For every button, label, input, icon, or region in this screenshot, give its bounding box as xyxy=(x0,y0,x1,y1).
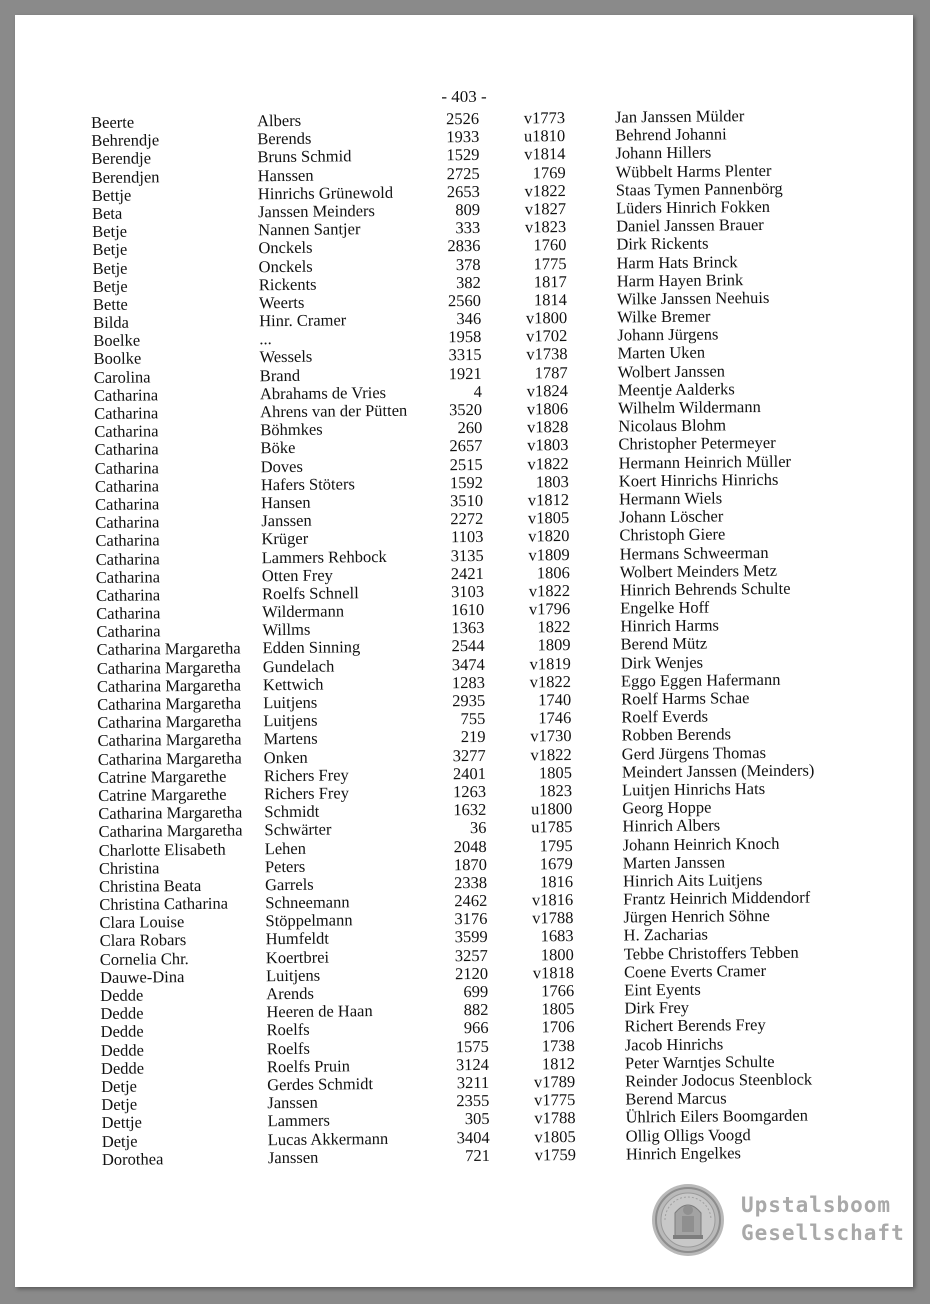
marriage-year: 1814 xyxy=(533,289,568,310)
given-name: Catharina xyxy=(94,476,160,496)
family-name: Janssen Meinders xyxy=(257,200,375,222)
marriage-year: 1795 xyxy=(539,835,573,855)
family-name: Nannen Santjer xyxy=(258,219,361,240)
spouse-name: Marten Uken xyxy=(617,343,706,363)
spouse-name: Dirk Wenjes xyxy=(620,652,704,673)
given-name: Catharina Margaretha xyxy=(97,729,242,751)
spouse-name: Luitjen Hinrichs Hats xyxy=(622,778,766,800)
family-name: Berends xyxy=(257,128,312,149)
marriage-year: v1730 xyxy=(530,726,572,746)
entry-number: 1632 xyxy=(453,800,487,820)
marriage-year: v1822 xyxy=(530,744,572,764)
given-name: Catharina xyxy=(95,585,161,605)
family-name: Humfeldt xyxy=(265,928,329,949)
given-name: Catharina Margaretha xyxy=(97,693,242,714)
entry-number: 966 xyxy=(463,1018,489,1038)
page-number: - 403 - xyxy=(441,87,487,106)
spouse-name: Dirk Frey xyxy=(624,997,690,1018)
family-name: Hanssen xyxy=(257,165,314,185)
marriage-year: 1806 xyxy=(536,562,570,583)
entry-number: 3510 xyxy=(449,490,484,511)
marriage-year: 1760 xyxy=(533,235,567,255)
entry-number: 721 xyxy=(465,1145,491,1165)
family-name: Böke xyxy=(260,438,296,458)
given-name: Dedde xyxy=(100,985,144,1005)
given-name: Catrine Margarethe xyxy=(98,784,227,805)
marriage-year: v1789 xyxy=(533,1071,576,1092)
spouse-name: Georg Hoppe xyxy=(622,797,712,818)
entry-number: 3474 xyxy=(451,654,485,674)
family-name: Roelfs Schnell xyxy=(261,583,359,604)
society-name-line2: Gesellschaft xyxy=(741,1221,905,1245)
spouse-name: Wübbelt Harms Plenter xyxy=(615,160,772,182)
entry-number: 346 xyxy=(456,308,482,329)
spouse-name: Johann Jürgens xyxy=(617,324,719,345)
spouse-name: Christoph Giere xyxy=(619,524,726,545)
given-name: Catharina Margaretha xyxy=(97,711,242,733)
entry-number: 2462 xyxy=(454,890,488,911)
given-name: Detje xyxy=(101,1076,138,1096)
society-name-line1: Upstalsboom xyxy=(741,1193,892,1217)
spouse-name: Harm Hayen Brink xyxy=(616,269,744,291)
entry-number: 755 xyxy=(460,709,486,729)
spouse-name: Hinrich Albers xyxy=(622,815,721,836)
entry-number: 2836 xyxy=(447,236,481,256)
given-name: Clara Robars xyxy=(99,930,187,951)
family-name: Krüger xyxy=(261,529,309,549)
spouse-name: Richert Berends Frey xyxy=(624,1015,766,1036)
society-watermark xyxy=(651,1181,905,1261)
given-name: Carolina xyxy=(93,367,151,387)
spouse-name: Marten Janssen xyxy=(622,852,726,873)
entry-number: 3103 xyxy=(450,581,485,602)
entry-number: 36 xyxy=(469,818,487,838)
seal-icon xyxy=(651,1183,725,1257)
spouse-name: Koert Hinrichs Hinrichs xyxy=(618,469,779,491)
spouse-name: Berend Marcus xyxy=(625,1088,727,1109)
given-name: Catharina xyxy=(94,403,159,423)
spouse-name: Dirk Rickents xyxy=(616,233,709,254)
entry-number: 1575 xyxy=(455,1036,489,1056)
spouse-name: Ollig Olligs Voogd xyxy=(625,1124,751,1145)
given-name: Catharina xyxy=(95,530,160,551)
spouse-name: Christopher Petermeyer xyxy=(618,433,776,454)
entry-number: 3257 xyxy=(454,945,488,965)
entry-number: 1921 xyxy=(448,363,482,383)
marriage-year: 1822 xyxy=(537,617,571,637)
family-name: Roelfs Pruin xyxy=(266,1056,351,1076)
spouse-name: Hermans Schweerman xyxy=(619,542,769,563)
spouse-name: Eint Eyents xyxy=(624,979,701,1000)
family-name: Roelfs xyxy=(266,1038,310,1058)
entry-number: 809 xyxy=(455,199,481,220)
marriage-year: v1809 xyxy=(528,544,570,564)
entry-number: 3520 xyxy=(449,399,483,420)
spouse-name: Johann Heinrich Knoch xyxy=(622,833,780,854)
spouse-name: Johann Löscher xyxy=(619,506,724,527)
given-name: Beerte xyxy=(90,112,135,132)
marriage-year: 1738 xyxy=(541,1035,575,1055)
family-name: Peters xyxy=(264,856,306,876)
entry-number: 2935 xyxy=(452,690,486,711)
marriage-year: v1788 xyxy=(532,908,574,928)
marriage-year: v1805 xyxy=(534,1126,576,1146)
family-name: Albers xyxy=(256,110,302,131)
entry-number: 2401 xyxy=(452,763,487,783)
spouse-name: Hermann Heinrich Müller xyxy=(618,451,792,473)
marriage-year: 1775 xyxy=(533,253,567,273)
spouse-name: Wilke Bremer xyxy=(617,306,711,327)
entry-number: 3211 xyxy=(456,1072,490,1093)
given-name: Catharina xyxy=(94,457,159,478)
marriage-year: 1805 xyxy=(541,999,575,1019)
entry-number: 1592 xyxy=(449,472,483,493)
entry-number: 333 xyxy=(455,218,481,238)
marriage-year: 1679 xyxy=(539,853,573,874)
given-name: Berendjen xyxy=(91,166,160,187)
family-name: Brand xyxy=(259,365,301,385)
family-name: Luitjens xyxy=(265,965,321,986)
given-name: Beta xyxy=(91,203,123,223)
entry-number: 2421 xyxy=(450,563,484,583)
entry-number: 699 xyxy=(463,981,489,1002)
spouse-name: Wolbert Meinders Metz xyxy=(619,560,778,582)
given-name: Catharina xyxy=(93,385,159,405)
family-name: Lehen xyxy=(264,838,307,858)
spouse-name: Coene Everts Cramer xyxy=(623,960,767,982)
entry-number: 2560 xyxy=(447,290,482,311)
given-name: Dedde xyxy=(100,1040,144,1060)
entry-number: 2272 xyxy=(450,509,484,529)
given-name: Catharina Margaretha xyxy=(96,657,241,678)
marriage-year: v1738 xyxy=(526,344,568,364)
given-name: Behrendje xyxy=(91,130,160,151)
family-name: Luitjens xyxy=(263,692,318,713)
spouse-name: Hinrich Aits Luitjens xyxy=(622,869,763,891)
spouse-name: Hinrich Engelkes xyxy=(625,1142,742,1164)
given-name: Betje xyxy=(92,239,128,260)
family-name: Wildermann xyxy=(262,601,345,622)
spouse-name: Roelf Everds xyxy=(621,706,709,727)
marriage-year: u1810 xyxy=(523,126,566,146)
entry-number: 1363 xyxy=(451,618,485,638)
marriage-year: v1827 xyxy=(524,198,567,219)
entry-number: 3124 xyxy=(455,1054,490,1074)
entry-number: 1870 xyxy=(453,854,487,874)
family-name: Wessels xyxy=(259,347,313,367)
given-name: Betje xyxy=(92,221,128,242)
entry-number: 219 xyxy=(460,727,486,747)
entry-number: 305 xyxy=(464,1109,490,1129)
entry-number: 1283 xyxy=(451,672,486,693)
given-name: Catharina Margaretha xyxy=(98,802,243,824)
marriage-year: v1819 xyxy=(529,653,571,674)
entry-number: 1958 xyxy=(448,327,482,347)
entry-number: 382 xyxy=(455,272,481,292)
given-name: Cornelia Chr. xyxy=(99,948,189,969)
given-name: Dedde xyxy=(100,1003,144,1024)
family-name: Richers Frey xyxy=(264,783,350,804)
family-name: Martens xyxy=(263,729,318,749)
entry-number: 1103 xyxy=(450,527,484,547)
family-name: Koertbrei xyxy=(265,947,330,967)
family-name: Hinr. Cramer xyxy=(259,310,347,331)
spouse-name: Tebbe Christoffers Tebben xyxy=(623,942,799,964)
family-name: Schneemann xyxy=(265,892,350,913)
spouse-name: Roelf Harms Schae xyxy=(621,688,750,709)
spouse-name: Staas Tymen Pannenbörg xyxy=(615,178,783,200)
marriage-year: v1796 xyxy=(528,599,571,619)
given-name: Catharina Margaretha xyxy=(96,638,241,660)
given-name: Bette xyxy=(92,294,128,314)
spouse-name: Lüders Hinrich Fokken xyxy=(615,196,771,218)
given-name: Catharina xyxy=(94,439,159,460)
marriage-year: v1822 xyxy=(529,671,572,692)
given-name: Bettje xyxy=(91,185,132,205)
entry-number: 2653 xyxy=(446,181,480,202)
family-name: Hafers Stöters xyxy=(260,474,355,494)
given-name: Boolke xyxy=(93,348,142,369)
marriage-year: 1766 xyxy=(541,980,575,1001)
marriage-year: v1805 xyxy=(527,508,570,528)
given-name: Detje xyxy=(101,1094,138,1115)
marriage-year: v1816 xyxy=(531,890,574,910)
spouse-name: Meindert Janssen (Meinders) xyxy=(621,760,815,782)
entry-number: 2526 xyxy=(445,108,480,129)
family-name: Böhmkes xyxy=(260,419,323,440)
entry-number: 2515 xyxy=(449,454,483,474)
spouse-name: Harm Hats Brinck xyxy=(616,251,738,273)
marriage-year: 1817 xyxy=(533,271,567,292)
entry-number: 2355 xyxy=(456,1091,490,1111)
given-name: Catharina Margaretha xyxy=(98,820,243,842)
marriage-year: 1740 xyxy=(538,690,572,710)
entry-number: 2120 xyxy=(454,963,489,984)
spouse-name: Engelke Hoff xyxy=(620,597,710,618)
spouse-name: Daniel Janssen Brauer xyxy=(616,215,764,236)
family-name: Richers Frey xyxy=(263,765,349,785)
given-name: Dettje xyxy=(101,1112,142,1133)
marriage-year: v1824 xyxy=(526,380,569,401)
marriage-year: v1822 xyxy=(527,453,569,474)
marriage-year: v1818 xyxy=(532,962,575,983)
marriage-year: 1683 xyxy=(540,926,574,946)
family-name: Lammers Rehbock xyxy=(261,546,387,567)
marriage-year: v1803 xyxy=(527,435,569,455)
given-name: Catharina xyxy=(95,548,160,569)
given-name: Catharina Margaretha xyxy=(97,748,242,769)
spouse-name: Hinrich Behrends Schulte xyxy=(619,578,791,600)
family-name: Onckels xyxy=(258,238,313,258)
marriage-year: v1822 xyxy=(524,180,566,201)
spouse-name: Frantz Heinrich Middendorf xyxy=(623,887,811,909)
family-name: Hinrichs Grünewold xyxy=(257,182,394,204)
given-name: Dedde xyxy=(100,1021,144,1042)
marriage-year: 1769 xyxy=(532,162,566,182)
document-page xyxy=(15,15,913,1287)
given-name: Christina Beata xyxy=(98,875,202,896)
family-name: Schwärter xyxy=(264,819,332,840)
entry-number: 3135 xyxy=(450,545,484,565)
family-name: Doves xyxy=(260,456,303,476)
marriage-year: v1788 xyxy=(534,1108,576,1128)
entry-number: 2048 xyxy=(453,836,487,856)
family-name: Ahrens van der Pütten xyxy=(260,400,408,422)
family-name: Garrels xyxy=(264,874,314,895)
marriage-year: v1775 xyxy=(534,1090,576,1110)
family-name: Lucas Akkermann xyxy=(267,1128,389,1149)
entry-number: 3315 xyxy=(448,345,482,365)
given-name: Catharina Margaretha xyxy=(96,675,242,696)
entry-number: 1610 xyxy=(451,599,485,620)
spouse-name: Gerd Jürgens Thomas xyxy=(621,742,767,764)
given-name: Catharina xyxy=(96,603,161,624)
marriage-year: 1803 xyxy=(535,471,569,492)
family-name: Arends xyxy=(266,983,314,1004)
marriage-year: v1814 xyxy=(524,144,566,164)
given-name: Clara Louise xyxy=(99,912,185,933)
family-name: Weerts xyxy=(258,292,305,313)
family-name: Kettwich xyxy=(262,674,324,695)
spouse-name: Wolbert Janssen xyxy=(617,361,726,382)
entry-number: 2657 xyxy=(449,436,483,456)
spouse-name: Jacob Hinrichs xyxy=(624,1033,724,1055)
marriage-year: v1773 xyxy=(523,108,566,128)
marriage-year: u1800 xyxy=(530,799,573,819)
spouse-name: Meentje Aalderks xyxy=(617,379,735,400)
family-name: Gerdes Schmidt xyxy=(267,1074,374,1095)
spouse-name: Jan Janssen Mülder xyxy=(614,106,745,127)
family-name: Stöppelmann xyxy=(265,910,353,931)
family-name: Lammers xyxy=(267,1110,330,1131)
family-name: Abrahams de Vries xyxy=(259,382,387,404)
family-name: Janssen xyxy=(267,1147,319,1167)
entry-number: 882 xyxy=(463,1000,489,1020)
entry-number: 3277 xyxy=(452,745,486,765)
marriage-year: v1759 xyxy=(534,1144,577,1165)
family-name: Luitjens xyxy=(263,710,318,731)
entry-number: 3404 xyxy=(456,1127,490,1147)
marriage-year: 1787 xyxy=(534,362,568,382)
entry-number: 2338 xyxy=(453,872,488,893)
marriage-year: 1805 xyxy=(538,762,573,783)
spouse-name: Ühlrich Eilers Boomgarden xyxy=(625,1105,808,1127)
family-name: Rickents xyxy=(258,274,317,294)
marriage-year: 1812 xyxy=(541,1053,576,1074)
entry-number: 3176 xyxy=(454,909,488,929)
spouse-name: Nicolaus Blohm xyxy=(618,415,727,436)
given-name: Catharina xyxy=(94,494,160,514)
entry-number: 378 xyxy=(455,254,481,274)
given-name: Dauwe-Dina xyxy=(99,966,185,987)
marriage-year: u1785 xyxy=(531,817,573,837)
family-name: Roelfs xyxy=(266,1020,310,1040)
family-name: ... xyxy=(259,329,272,349)
family-name: Otten Frey xyxy=(261,565,333,585)
marriage-year: 1816 xyxy=(539,871,574,892)
family-name: Bruns Schmid xyxy=(257,146,352,167)
given-name: Boelke xyxy=(93,330,141,351)
given-name: Christina xyxy=(98,858,160,878)
marriage-register-list xyxy=(91,106,862,1169)
given-name: Bilda xyxy=(93,312,130,333)
spouse-name: Wilke Janssen Neehuis xyxy=(616,287,770,309)
marriage-year: v1806 xyxy=(526,399,569,419)
family-name: Janssen xyxy=(261,510,312,531)
entry-number: 2544 xyxy=(451,636,485,656)
family-name: Heeren de Haan xyxy=(266,1001,373,1022)
entry-number: 1263 xyxy=(453,781,487,802)
given-name: Catharina xyxy=(95,566,161,587)
marriage-year: v1702 xyxy=(526,326,568,346)
family-name: Hansen xyxy=(260,492,311,513)
entry-number: 2725 xyxy=(446,163,480,183)
given-name: Dorothea xyxy=(101,1148,164,1169)
marriage-year: v1800 xyxy=(525,308,568,328)
given-name: Betje xyxy=(92,258,128,278)
family-name: Janssen xyxy=(267,1092,318,1113)
spouse-name: Berend Mütz xyxy=(620,634,708,654)
spouse-name: Jürgen Henrich Söhne xyxy=(623,906,770,927)
spouse-name: Wilhelm Wildermann xyxy=(618,397,761,418)
entry-number: 260 xyxy=(457,418,483,438)
marriage-year: 1809 xyxy=(537,635,571,655)
spouse-name: Behrend Johanni xyxy=(615,124,727,145)
marriage-year: v1822 xyxy=(528,580,571,601)
given-name: Detje xyxy=(101,1131,138,1151)
spouse-name: Peter Warntjes Schulte xyxy=(624,1051,775,1073)
spouse-name: Eggo Eggen Hafermann xyxy=(620,669,781,691)
spouse-name: Johann Hillers xyxy=(615,142,712,163)
given-name: Dedde xyxy=(100,1058,145,1078)
entry-number: 3599 xyxy=(454,927,488,947)
marriage-year: v1812 xyxy=(527,489,570,510)
marriage-year: 1706 xyxy=(541,1017,575,1037)
marriage-year: v1823 xyxy=(524,217,567,237)
family-name: Edden Sinning xyxy=(262,637,361,658)
marriage-year: 1823 xyxy=(539,780,573,801)
family-name: Schmidt xyxy=(264,801,320,822)
marriage-year: 1800 xyxy=(540,944,574,964)
given-name: Betje xyxy=(92,276,128,296)
family-name: Willms xyxy=(262,619,311,640)
entry-number: 1529 xyxy=(446,145,480,165)
family-name: Onckels xyxy=(258,256,313,276)
family-name: Onken xyxy=(263,747,308,767)
spouse-name: H. Zacharias xyxy=(623,925,709,945)
spouse-name: Hermann Wiels xyxy=(618,488,723,509)
family-name: Gundelach xyxy=(262,656,335,676)
given-name: Catrine Margarethe xyxy=(97,766,227,787)
given-name: Christina Catharina xyxy=(99,893,229,915)
marriage-year: v1820 xyxy=(528,526,570,546)
marriage-year: 1746 xyxy=(538,708,572,728)
entry-number: 4 xyxy=(473,381,483,401)
entry-number: 1933 xyxy=(446,127,480,147)
spouse-name: Reinder Jodocus Steenblock xyxy=(625,1069,813,1091)
given-name: Berendje xyxy=(91,148,152,169)
given-name: Catharina xyxy=(94,421,159,442)
spouse-name: Hinrich Harms xyxy=(620,615,720,636)
given-name: Charlotte Elisabeth xyxy=(98,839,226,860)
marriage-year: v1828 xyxy=(526,417,569,437)
given-name: Catharina xyxy=(96,621,161,642)
spouse-name: Robben Berends xyxy=(621,724,732,745)
society-name xyxy=(741,1191,905,1247)
given-name: Catharina xyxy=(95,512,160,533)
